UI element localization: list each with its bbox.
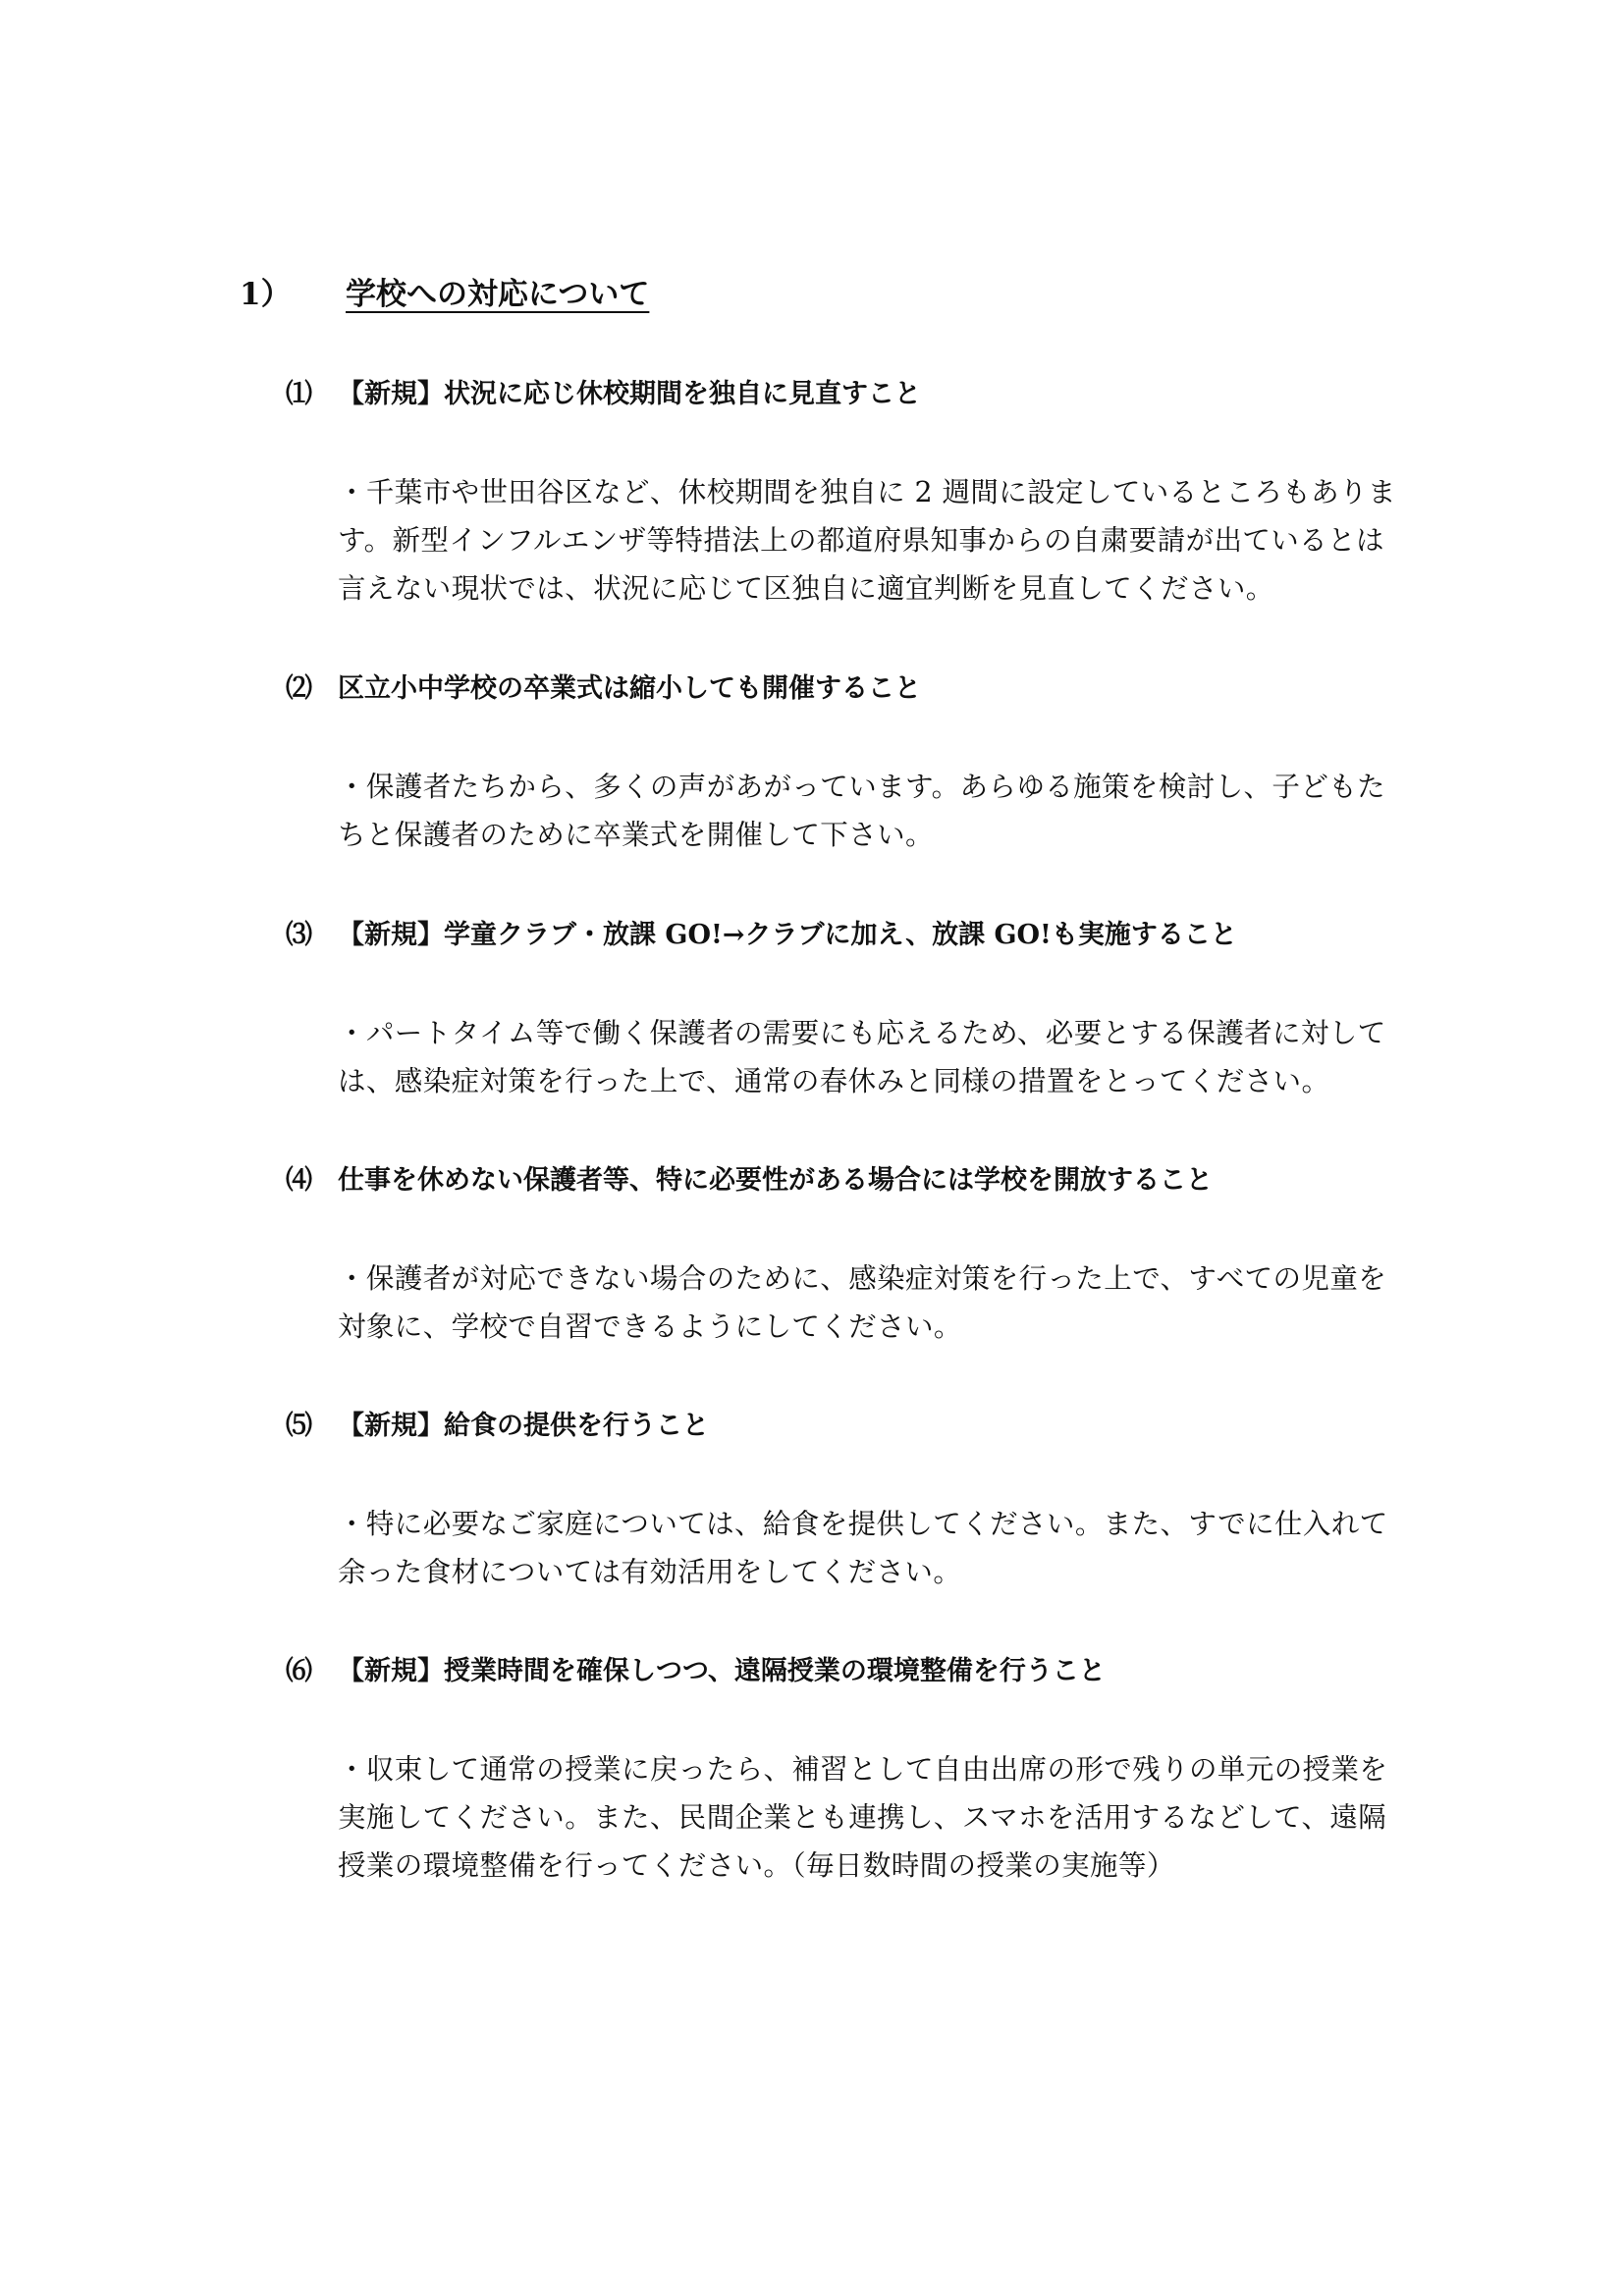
item-body — [338, 1009, 1394, 1105]
body-line: ・保護者たちから、多くの声があがっています。あらゆる施策を検討し、子どもた — [338, 771, 1386, 803]
body-line: す。新型インフルエンザ等特措法上の都道府県知事からの自粛要請が出ているとは — [338, 524, 1384, 557]
item-body — [338, 1500, 1394, 1596]
body-line: 実施してください。また、民間企業とも連携し、スマホを活用するなどして、遠隔 — [338, 1801, 1387, 1834]
item-body — [338, 468, 1394, 613]
body-line: ・千葉市や世田谷区など、休校期間を独自に 2 週間に設定しているところもありま — [338, 476, 1396, 508]
body-line: ・保護者が対応できない場合のために、感染症対策を行った上で、すべての児童を — [338, 1262, 1387, 1295]
body-line: 言えない現状では、状況に応じて区独自に適宜判断を見直してください。 — [338, 572, 1274, 605]
body-line: ・特に必要なご家庭については、給食を提供してください。また、すでに仕入れて — [338, 1508, 1388, 1540]
item-number: ⑶ — [286, 920, 312, 950]
item-body — [338, 763, 1394, 859]
item-number: ⑵ — [286, 673, 312, 704]
body-line: 授業の環境整備を行ってください。（毎日数時間の授業の実施等） — [338, 1849, 1175, 1882]
item-heading: 仕事を休めない保護者等、特に必要性がある場合には学校を開放すること — [338, 1165, 1213, 1196]
body-line: ・収束して通常の授業に戻ったら、補習として自由出席の形で残りの単元の授業を — [338, 1753, 1388, 1786]
item-body — [338, 1745, 1394, 1890]
item-heading: 【新規】学童クラブ・放課 GO!→クラブに加え、放課 GO!も実施すること — [338, 920, 1237, 950]
item-heading: 【新規】給食の提供を行うこと — [338, 1411, 709, 1441]
body-line: ちと保護者のために卒業式を開催して下さい。 — [338, 819, 934, 851]
item-heading: 区立小中学校の卒業式は縮小しても開催すること — [338, 673, 921, 704]
item-body — [338, 1255, 1394, 1351]
section-title: 学校への対応について — [346, 277, 650, 312]
item-number: ⑴ — [286, 379, 312, 409]
item-heading: 【新規】授業時間を確保しつつ、遠隔授業の環境整備を行うこと — [338, 1656, 1106, 1686]
body-line: 対象に、学校で自習できるようにしてください。 — [338, 1310, 962, 1343]
body-line: ・パートタイム等で働く保護者の需要にも応えるため、必要とする保護者に対して — [338, 1017, 1386, 1049]
item-number: ⑷ — [286, 1165, 312, 1196]
item-number: ⑹ — [286, 1656, 312, 1686]
section-number: 1） — [240, 277, 292, 312]
item-number: ⑸ — [286, 1411, 312, 1441]
item-heading: 【新規】状況に応じ休校期間を独自に見直すこと — [338, 379, 921, 409]
body-line: 余った食材については有効活用をしてください。 — [338, 1556, 962, 1588]
body-line: は、感染症対策を行った上で、通常の春休みと同様の措置をとってください。 — [338, 1065, 1330, 1097]
